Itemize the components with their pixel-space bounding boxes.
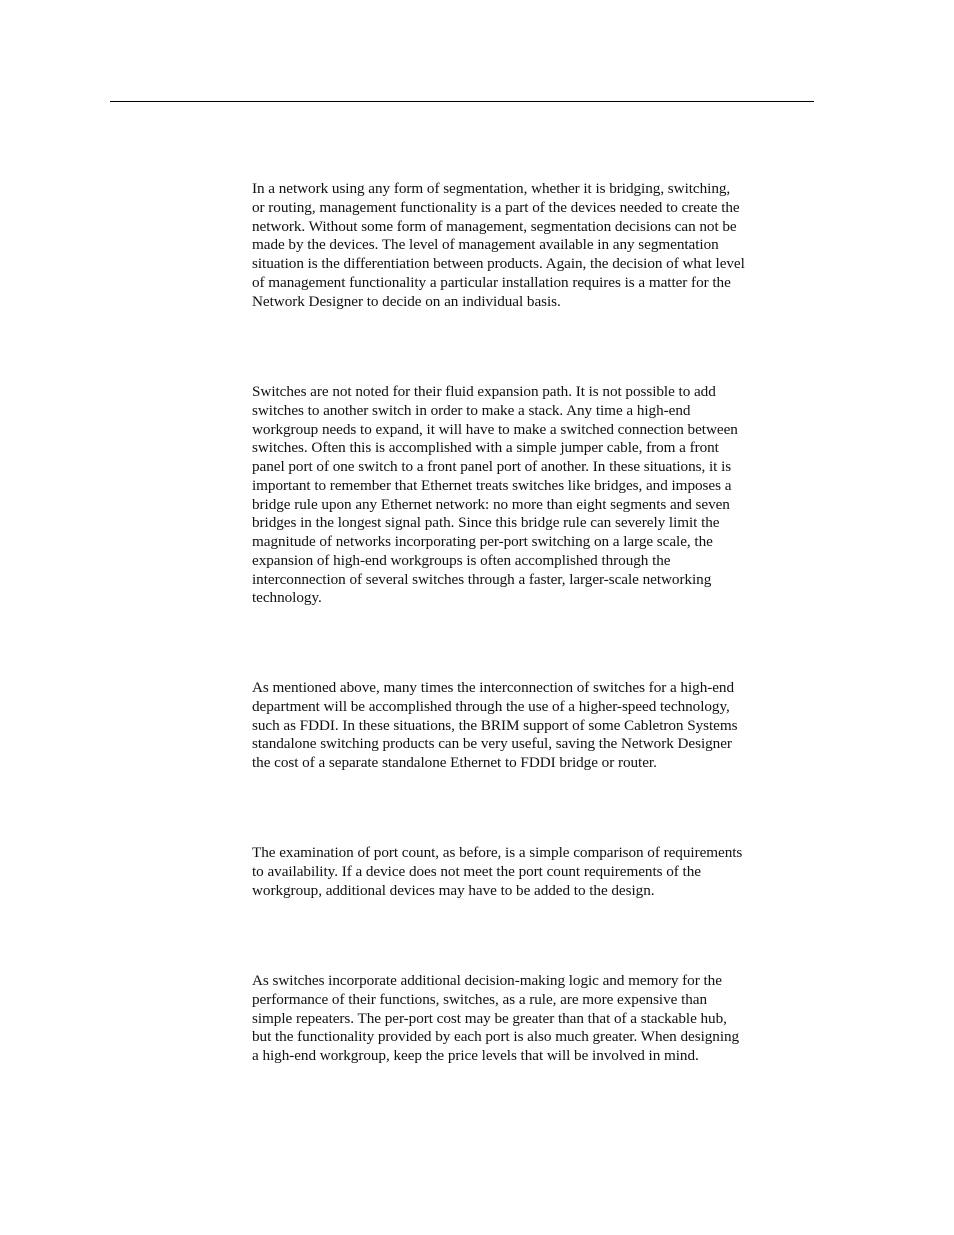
text-line: department will be accomplished through the use of a higher-speed technology, <box>252 697 730 715</box>
text-line: panel port of one switch to a front panel port of another. In these situations, it is <box>252 458 732 475</box>
text-line: switches. Often this is accomplished with a simple jumper cable, from a front <box>252 439 719 457</box>
text-line: technology. <box>252 589 322 607</box>
text-line: made by the devices. The level of management available in any segmentation <box>252 236 719 254</box>
header-rule <box>110 101 814 102</box>
paragraph-brim-support <box>252 679 814 773</box>
text-line: the cost of a separate standalone Ethernet to FDDI bridge or router. <box>252 754 657 771</box>
text-line: As mentioned above, many times the interconnection of switches for a high-end <box>252 679 735 696</box>
text-line: a high-end workgroup, keep the price levels that will be involved in mind. <box>252 1047 699 1064</box>
text-line: situation is the differentiation between products. Again, the decision of what level <box>252 255 745 272</box>
text-line: Switches are not noted for their fluid expansion path. It is not possible to add <box>252 383 716 400</box>
paragraph-management <box>252 180 814 311</box>
text-line: workgroup, additional devices may have to be added to the design. <box>252 881 655 899</box>
text-line: magnitude of networks incorporating per-port switching on a large scale, the <box>252 533 713 550</box>
text-line: The examination of port count, as before, is a simple comparison of requirements <box>252 844 743 861</box>
text-line: As switches incorporate additional decision-making logic and memory for the <box>252 972 722 989</box>
text-line: bridges in the longest signal path. Since this bridge rule can severely limit the <box>252 514 720 532</box>
paragraph-port-count <box>252 844 814 900</box>
text-line: interconnection of several switches through a faster, larger-scale networking <box>252 570 712 588</box>
text-line: switches to another switch in order to make a stack. Any time a high-end <box>252 401 691 419</box>
text-line: Network Designer to decide on an individual basis. <box>252 292 561 310</box>
text-line: of management functionality a particular installation requires is a matter for the <box>252 273 731 291</box>
text-line: or routing, management functionality is a part of the devices needed to create the <box>252 198 740 216</box>
text-line: bridge rule upon any Ethernet network: no more than eight segments and seven <box>252 495 730 513</box>
text-line: performance of their functions, switches, as a rule, are more expensive than <box>252 990 708 1008</box>
text-line: simple repeaters. The per-port cost may be greater than that of a stackable hub, <box>252 1009 727 1027</box>
text-line: standalone switching products can be very useful, saving the Network Designer <box>252 735 732 753</box>
text-line: but the functionality provided by each port is also much greater. When designing <box>252 1028 740 1046</box>
text-line: In a network using any form of segmentation, whether it is bridging, switching, <box>252 180 731 197</box>
text-line: workgroup needs to expand, it will have to make a switched connection between <box>252 420 738 438</box>
paragraph-cost <box>252 972 814 1066</box>
text-line: such as FDDI. In these situations, the BRIM support of some Cabletron Systems <box>252 716 738 734</box>
text-line: to availability. If a device does not meet the port count requirements of the <box>252 862 701 880</box>
text-line: expansion of high-end workgroups is often accomplished through the <box>252 551 671 569</box>
paragraph-expansion <box>252 383 814 608</box>
text-line: network. Without some form of management, segmentation decisions can not be <box>252 217 737 235</box>
text-line: important to remember that Ethernet treats switches like bridges, and imposes a <box>252 476 732 494</box>
